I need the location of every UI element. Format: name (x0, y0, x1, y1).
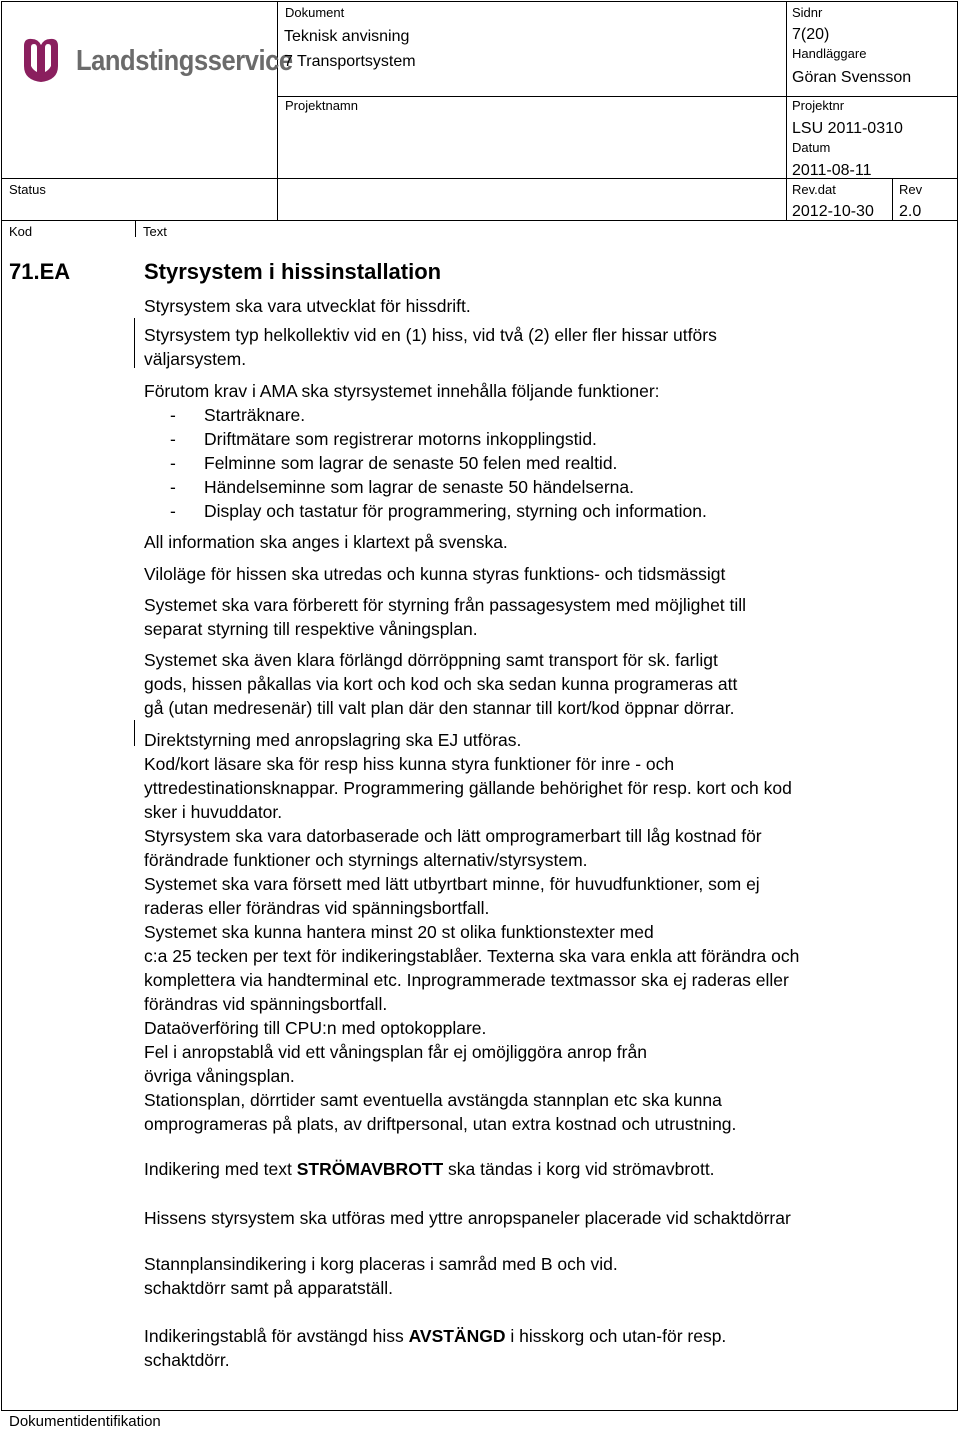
body-paragraph: Systemet ska vara förberett för styrning från passagesystem med möjlighet till (144, 595, 747, 615)
body-line: omprogrameras på plats, av driftpersonal, utan extra kostnad och utrustning. (144, 1114, 737, 1134)
revdat-label: Rev.dat (792, 182, 836, 197)
body-line: Direktstyrning med anropslagring ska EJ utföras. (144, 730, 522, 750)
body-line: övriga våningsplan. (144, 1066, 295, 1086)
list-item: - Händelseminne som lagrar de senaste 50 händelserna. (170, 477, 634, 497)
body-line: komplettera via handterminal etc. Inprogrammerade textmassor ska ej raderas eller (144, 970, 789, 990)
body-paragraph: Indikeringstablå för avstängd hiss AVSTÄNGD i hisskorg och utan-för resp. (144, 1326, 727, 1346)
body-line: Systemet ska vara försett med lätt utbyrtbart minne, för huvudfunktioner, som ej (144, 874, 760, 894)
dokument-line1: Teknisk anvisning (284, 28, 410, 45)
body-line: Stationsplan, dörrtider samt eventuella avstängda stannplan etc ska kunna (144, 1090, 722, 1110)
body-paragraph: Stannplansindikering i korg placeras i samråd med B och vid. (144, 1254, 618, 1274)
body-line: förändrade funktioner och styrnings alternativ/styrsystem. (144, 850, 588, 870)
logo-text: Landstingsservice (76, 45, 293, 77)
projektnamn-label: Projektnamn (285, 98, 358, 113)
list-item: - Starträknare. (170, 405, 306, 425)
body-paragraph: Förutom krav i AMA ska styrsystemet innehålla följande funktioner: (144, 381, 660, 401)
body-paragraph: Styrsystem typ helkollektiv vid en (1) hiss, vid två (2) eller fler hissar utförs (144, 325, 717, 345)
datum-value: 2011-08-11 (792, 162, 872, 179)
datum-label: Datum (792, 140, 831, 155)
projektnr-value: LSU 2011-0310 (792, 120, 903, 137)
change-bar (134, 318, 135, 368)
footer-doc-id-label: Dokumentidentifikation (9, 1413, 161, 1430)
body-paragraph: Hissens styrsystem ska utföras med yttre anropspaneler placerade vid schaktdörrar (144, 1208, 791, 1228)
body-paragraph: All information ska anges i klartext på svenska. (144, 532, 508, 552)
handlaggare-value: Göran Svensson (792, 69, 912, 86)
logo (16, 36, 293, 84)
body-paragraph: Indikering med text STRÖMAVBROTT ska tändas i korg vid strömavbrott. (144, 1159, 715, 1179)
body-line: Kod/kort läsare ska för resp hiss kunna styra funktioner för inre - och (144, 754, 675, 774)
body-paragraph: Systemet ska även klara förlängd dörröppning samt transport för sk. farligt (144, 650, 718, 670)
body-paragraph: separat styrning till respektive våningsplan. (144, 619, 478, 639)
dokument-label: Dokument (285, 5, 345, 20)
body-line: Systemet ska kunna hantera minst 20 st olika funktionstexter med (144, 922, 654, 942)
revdat-value: 2012-10-30 (792, 203, 874, 220)
rev-value: 2.0 (899, 203, 922, 220)
projektnr-label: Projektnr (792, 98, 845, 113)
section-title: Styrsystem i hissinstallation (144, 259, 442, 284)
avstangd-text: AVSTÄNGD (408, 1326, 506, 1346)
body-line: sker i huvuddator. (144, 802, 283, 822)
body-line: Fel i anropstablå vid ett våningsplan får ej omöjliggöra anrop från (144, 1042, 647, 1062)
body-paragraph: väljarsystem. (144, 349, 247, 369)
body-line: raderas eller förändras vid spänningsbortfall. (144, 898, 490, 918)
body-paragraph: gå (utan medresenär) till valt plan där den stannar till kort/kod öppnar dörrar. (144, 698, 735, 718)
body-paragraph: schaktdörr. (144, 1350, 230, 1370)
body-paragraph: Viloläge för hissen ska utredas och kunna styras funktions- och tidsmässigt (144, 564, 726, 584)
body-line: yttredestinationsknappar. Programmering gällande behörighet för resp. kort och kod (144, 778, 792, 798)
sidnr-value: 7(20) (792, 26, 830, 43)
dokument-line2: 7 Transportsystem (284, 53, 416, 70)
list-item: - Driftmätare som registrerar motorns inkopplingstid. (170, 429, 597, 449)
rev-label: Rev (899, 182, 923, 197)
body-paragraph: gods, hissen påkallas via kort och kod och ska sedan kunna programeras att (144, 674, 738, 694)
list-item: - Display och tastatur för programmering, styrning och information. (170, 501, 707, 521)
body-paragraph: schaktdörr samt på apparatställ. (144, 1278, 394, 1298)
body-paragraph: Styrsystem ska vara utvecklat för hissdrift. (144, 296, 471, 316)
change-bar (134, 720, 135, 746)
kod-label: Kod (9, 224, 33, 239)
text-label: Text (143, 224, 167, 239)
strömavbrott-text: STRÖMAVBROTT (296, 1159, 444, 1179)
body-line: Styrsystem ska vara datorbaserade och lätt omprogramerbart till låg kostnad för (144, 826, 762, 846)
status-label: Status (9, 182, 46, 197)
landstingsservice-logo-icon (16, 36, 66, 84)
section-code: 71.EA (9, 259, 71, 284)
requirements-block (144, 728, 934, 1136)
list-item: - Felminne som lagrar de senaste 50 felen med realtid. (170, 453, 618, 473)
body-line: Dataöverföring till CPU:n med optokopplare. (144, 1018, 487, 1038)
body-line: c:a 25 tecken per text för indikeringstablåer. Texterna ska vara enkla att förändra och (144, 946, 800, 966)
body-line: förändras vid spänningsbortfall. (144, 994, 388, 1014)
handlaggare-label: Handläggare (792, 46, 867, 61)
sidnr-label: Sidnr (792, 5, 823, 20)
